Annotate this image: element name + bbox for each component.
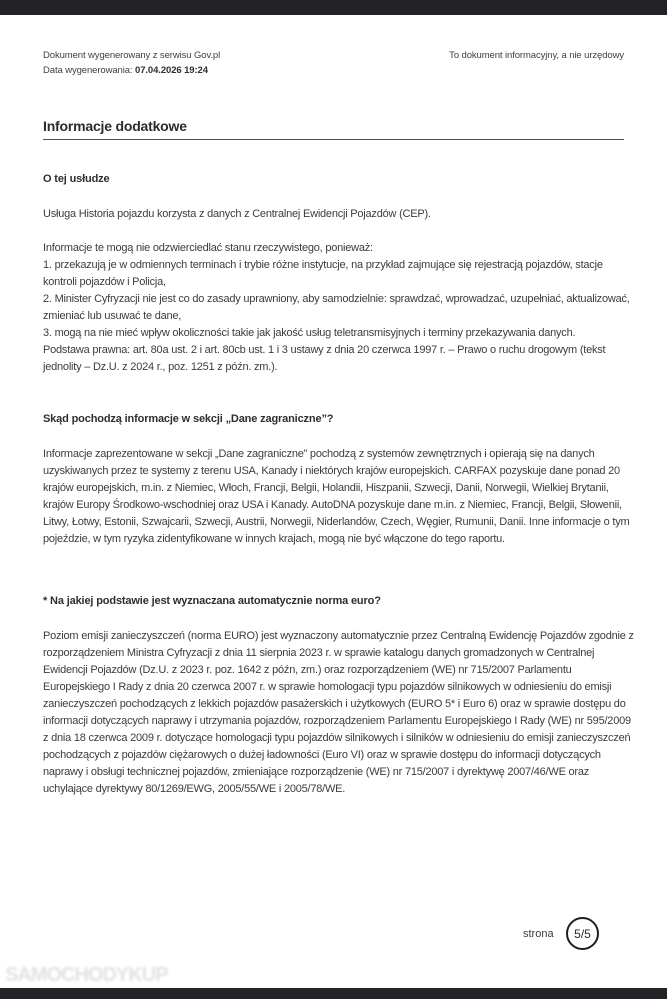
section1-paragraph1: Usługa Historia pojazdu korzysta z danych z Centralnej Ewidencji Pojazdów (CEP).	[43, 208, 431, 220]
page-title: Informacje dodatkowe	[43, 118, 187, 134]
page-indicator-badge	[566, 917, 599, 950]
section3-paragraph: Poziom emisji zanieczyszczeń (norma EURO) jest wyznaczony automatycznie przez Centralną Ewidencję Pojazdów zgodnie z rozporządzeniem Ministra Cyfryzacji z dnia 11 sierpnia 2023 r. w sprawie katalogu danych gromadzonych w Centralnej Ewidencji Pojazdów (Dz.U. z 2023 r. poz. 1642 z późn, zm.) oraz rozporządzeniem (WE) nr 715/2007 Parlamentu Europejskiego I Rady z dnia 20 czerwca 2007 r. w sprawie homologacji typu pojazdów silnikowych w odniesieniu do emisji zanieczyszczeń pochodzących z lekkich pojazdów pasażerskich i użytkowych (EURO 5* i Euro 6) oraz w sprawie dostępu do informacji dotyczących naprawy i utrzymania pojazdów, rozporządzeniem Parlamentu Europejskiego I Rady (WE) nr 595/2009 z dnia 18 czerwca 2009 r. dotyczące homologacji typu pojazdów silnikowych i silników w odniesieniu do emisji zanieczyszczeń pochodzących z pojazdów ciężarowych o dużej ładowności (Euro VI) oraz w sprawie dostępu do informacji dotyczących naprawy i obsługi technicznej pojazdów, zmieniające rozporządzenie (WE) nr 715/2007 i dyrektywę 2007/46/WE oraz uchylające dyrektywy 80/1269/EWG, 2005/55/WE i 2005/78/WE.	[43, 630, 634, 795]
section-heading-norma-euro: * Na jakiej podstawie jest wyznaczana automatycznie norma euro?	[43, 595, 381, 607]
page-number-label: strona	[523, 928, 554, 940]
section2-paragraph: Informacje zaprezentowane w sekcji „Dane zagraniczne” pochodzą z systemów zewnętrznych i opierają się na danych uzyskiwanych przez te systemy z terenu USA, Kanady i niektórych krajów europejskich. CARFAX pozyskuje dane ponad 20 krajów europejskich, m.in. z Niemiec, Włoch, Francji, Belgii, Holandii, Hiszpanii, Szwecji, Danii, Norwegii, Wielkiej Brytanii, krajów Europy Środkowo-wschodniej oraz USA i Kanady. AutoDNA pozyskuje dane m.in. z Niemiec, Francji, Belgii, Słowenii, Litwy, Łotwy, Estonii, Szwajcarii, Szwecji, Austrii, Norwegii, Niderlandów, Czech, Węgier, Rumunii, Danii. Inne informacje o tym pojeździe, w tym ryzyka zidentyfikowane w innych krajach, mogą nie być włączone do tego raportu.	[43, 448, 630, 545]
page-indicator-value: 5/5	[574, 926, 591, 941]
generated-date-value: 07.04.2026 19:24	[135, 65, 208, 76]
header-left	[43, 48, 220, 78]
section-heading-o-tej-usludze: O tej usłudze	[43, 173, 110, 185]
section-heading-dane-zagraniczne: Skąd pochodzą informacje w sekcji „Dane zagraniczne”?	[43, 413, 334, 425]
title-divider	[43, 139, 624, 140]
generated-date-label: Data wygenerowania:	[43, 65, 133, 76]
generated-date-line	[43, 63, 220, 78]
section1-line: Podstawa prawna: art. 80a ust. 2 i art. 80cb ust. 1 i 3 ustawy z dnia 20 czerwca 1997 r. – Prawo o ruchu drogowym (tekst jednolity – Dz.U. z 2024 r., poz. 1251 z późn. zm.).	[43, 344, 606, 373]
section1-list	[43, 240, 637, 376]
top-letterbox-bar	[0, 0, 667, 15]
section1-line: 2. Minister Cyfryzacji nie jest co do zasady uprawniony, aby samodzielnie: sprawdzać, wprowadzać, uzupełniać, aktualizować, zmieniać lub usuwać te dane,	[43, 293, 630, 322]
header-disclaimer: To dokument informacyjny, a nie urzędowy	[449, 50, 624, 61]
generated-from-text: Dokument wygenerowany z serwisu Gov.pl	[43, 50, 221, 61]
bottom-letterbox-bar	[0, 988, 667, 999]
section1-line: Informacje te mogą nie odzwierciedlać stanu rzeczywistego, ponieważ:	[43, 242, 373, 254]
section1-line: 3. mogą na nie mieć wpływ okoliczności takie jak jakość usług teletransmisyjnych i terminy przekazywania danych.	[43, 327, 576, 339]
watermark: SAMOCHODYKUP	[5, 964, 168, 986]
section1-line: 1. przekazują je w odmiennych terminach i trybie różne instytucje, na przykład zajmujące się rejestracją pojazdów, stacje kontroli pojazdów i Policja,	[43, 259, 603, 288]
